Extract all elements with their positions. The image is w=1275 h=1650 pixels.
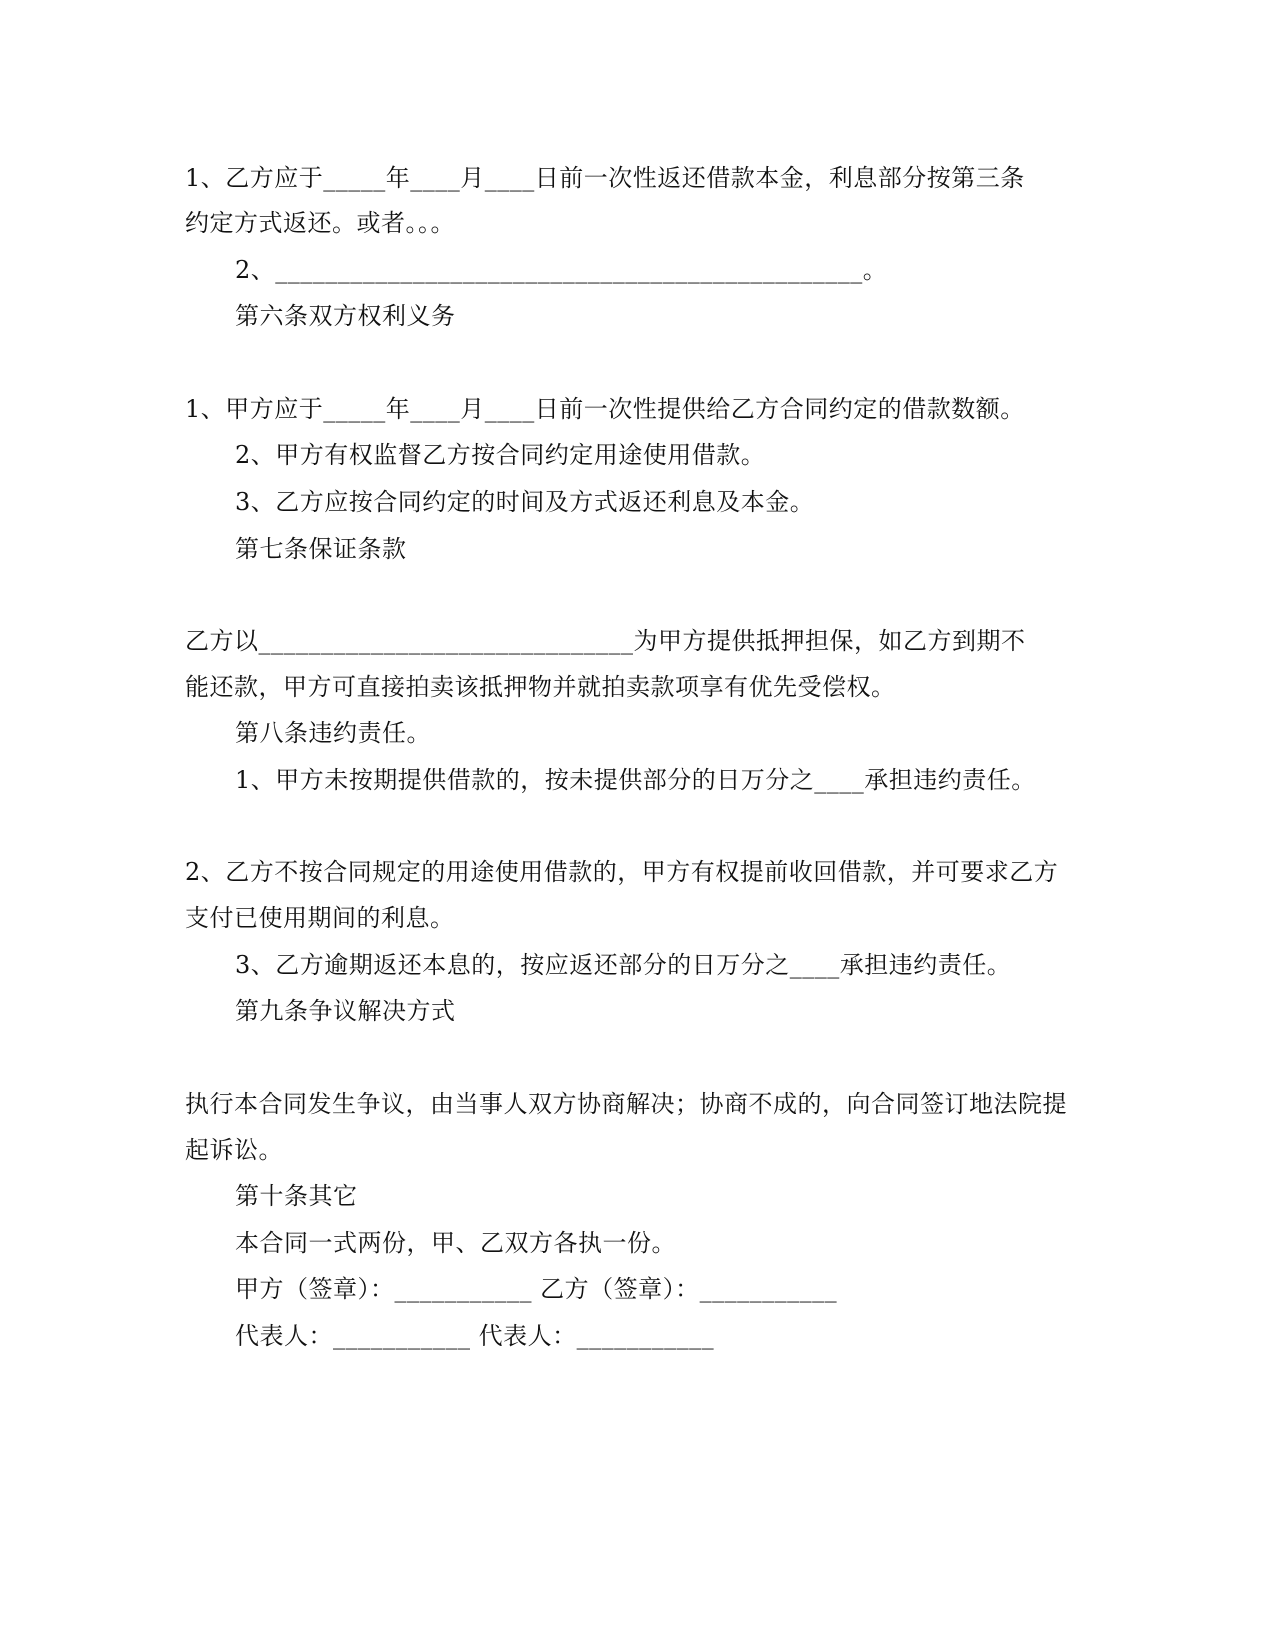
article-7-body-line-2: 能还款，甲方可直接拍卖该抵押物并就拍卖款项享有优先受偿权。 (185, 673, 896, 701)
article-7-heading: 第七条保证条款 (235, 535, 407, 563)
article-9-heading: 第九条争议解决方式 (235, 997, 456, 1025)
article-6-item-2: 2、甲方有权监督乙方按合同约定用途使用借款。 (235, 441, 766, 469)
article-9-body-line-1: 执行本合同发生争议，由当事人双方协商解决；协商不成的，向合同签订地法院提 (185, 1090, 1067, 1118)
signature-line-parties: 甲方（签章）：___________ 乙方（签章）：___________ (235, 1275, 838, 1303)
article-6-item-3: 3、乙方应按合同约定的时间及方式返还利息及本金。 (235, 488, 815, 516)
article-6-item-1: 1、甲方应于_____年____月____日前一次性提供给乙方合同约定的借款数额。 (185, 395, 1025, 423)
article-7-body-line-1: 乙方以______________________________为甲方提供抵押担保，如乙方到期不 (185, 627, 1026, 655)
article-8-item-3: 3、乙方逾期返还本息的，按应返还部分的日万分之____承担违约责任。 (235, 951, 1012, 979)
article-10-body: 本合同一式两份，甲、乙双方各执一份。 (235, 1229, 676, 1257)
article-8-item-2-line-2: 支付已使用期间的利息。 (185, 904, 455, 932)
repayment-clause-1-line-2: 约定方式返还。或者。。。 (185, 209, 455, 237)
article-9-body-line-2: 起诉讼。 (185, 1136, 283, 1164)
repayment-clause-2: 2、_______________________________________________。 (235, 256, 888, 284)
article-8-item-2-line-1: 2、乙方不按合同规定的用途使用借款的，甲方有权提前收回借款，并可要求乙方 (185, 858, 1059, 886)
repayment-clause-1-line-1: 1、乙方应于_____年____月____日前一次性返还借款本金，利息部分按第三条 (185, 164, 1025, 192)
article-8-item-1: 1、甲方未按期提供借款的，按未提供部分的日万分之____承担违约责任。 (235, 766, 1036, 794)
article-10-heading: 第十条其它 (235, 1182, 358, 1210)
signature-line-representatives: 代表人：___________ 代表人：___________ (235, 1322, 715, 1350)
article-6-heading: 第六条双方权利义务 (235, 302, 456, 330)
article-8-heading: 第八条违约责任。 (235, 719, 431, 747)
